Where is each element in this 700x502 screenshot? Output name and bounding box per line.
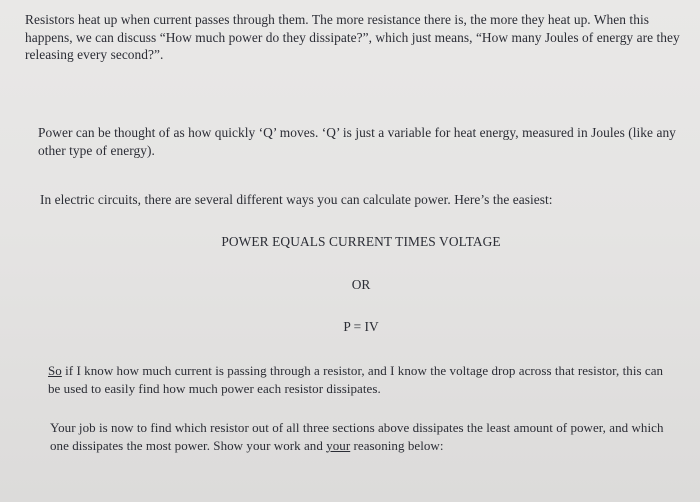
task-paragraph [50,419,680,454]
calculation-ways-paragraph: In electric circuits, there are several different ways you can calculate power. Here’s the easiest: [40,192,553,207]
task-text-end: reasoning below: [350,437,444,453]
power-formula-heading: POWER EQUALS CURRENT TIMES VOLTAGE [221,234,501,249]
power-formula: P = IV [343,319,379,334]
so-word: So [48,363,62,378]
explanation-paragraph [48,362,678,397]
explanation-text: if I know how much current is passing through a resistor, and I know the voltage drop across that resistor, this can be used to easily find how much power each resistor dissipates. [48,363,664,396]
or-separator: OR [351,277,371,292]
power-definition-paragraph: Power can be thought of as how quickly ‘Q’ moves. ‘Q’ is just a variable for heat energy, measured in Joules (like any other type of energy). [38,125,676,158]
task-text-start: Your job is now to find which resistor out of all three sections above dissipates the least amount of power, and which one dissipates the most power. Show your work and [50,420,664,453]
your-word: your [326,437,351,453]
intro-paragraph: Resistors heat up when current passes through them. The more resistance there is, the more they heat up. When this happens, we can discuss “How much power do they dissipate?”, which just means, “How many Joules of energy are they releasing every second?”. [25,12,680,62]
